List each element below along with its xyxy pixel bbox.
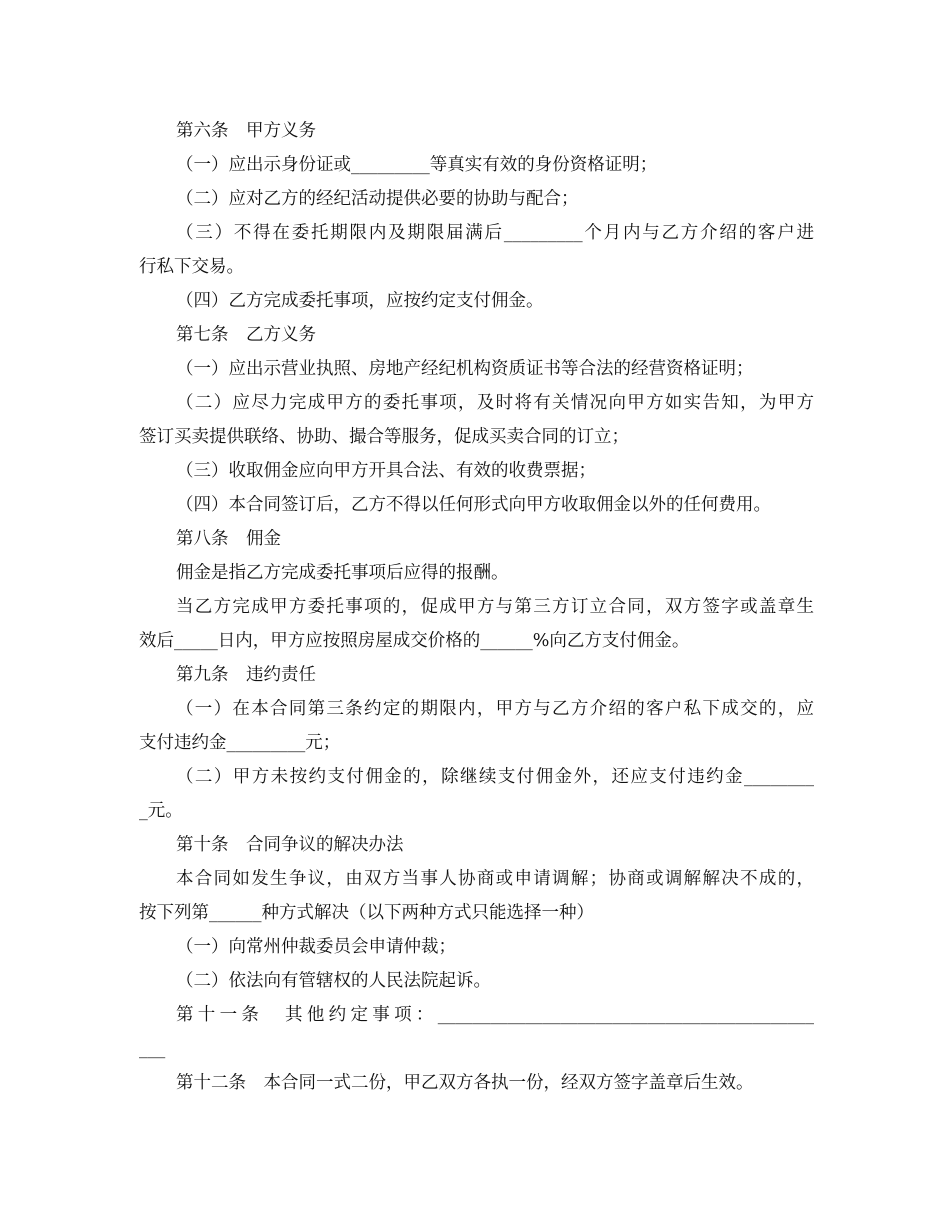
article-9-clause-1: （一）在本合同第三条约定的期限内，甲方与乙方介绍的客户私下成交的，应 (176, 699, 814, 719)
article-10-text-cont: 按下列第______种方式解决（以下两种方式只能选择一种） (139, 903, 594, 923)
article-10-heading: 第十条 合同争议的解决办法 (176, 835, 404, 855)
article-8-payment: 当乙方完成甲方委托事项的，促成甲方与第三方订立合同，双方签字或盖章生 (176, 597, 814, 617)
article-8-payment-cont: 效后_____日内，甲方应按照房屋成交价格的______%向乙方支付佣金。 (139, 631, 690, 651)
article-9-clause-1-cont: 支付违约金_________元； (139, 733, 341, 753)
article-10-option-2: （二）依法向有管辖权的人民法院起诉。 (176, 971, 491, 991)
contract-body (139, 114, 814, 1100)
article-12: 第十二条 本合同一式二份，甲乙双方各执一份，经双方签字盖章后生效。 (176, 1073, 754, 1093)
article-7-clause-1: （一）应出示营业执照、房地产经纪机构资质证书等合法的经营资格证明； (176, 359, 754, 379)
article-7-clause-2-cont: 签订买卖提供联络、协助、撮合等服务，促成买卖合同的订立； (139, 427, 629, 447)
article-7-heading: 第七条 乙方义务 (176, 325, 316, 345)
article-6-clause-2: （二）应对乙方的经纪活动提供必要的协助与配合； (176, 189, 579, 209)
article-9-clause-2-cont: _元。 (139, 801, 183, 821)
article-6-clause-3: （三）不得在委托期限内及期限届满后_________个月内与乙方介绍的客户进 (176, 223, 814, 243)
article-11: 第十一条 其他约定事项：___________________________________________ (176, 1005, 814, 1025)
article-7-clause-2: （二）应尽力完成甲方的委托事项，及时将有关情况向甲方如实告知，为甲方 (176, 393, 814, 413)
article-11-cont: ___ (139, 1039, 166, 1059)
article-10-option-1: （一）向常州仲裁委员会申请仲裁； (176, 937, 456, 957)
article-9-clause-2: （二）甲方未按约支付佣金的，除继续支付佣金外，还应支付违约金________ (176, 767, 814, 787)
article-10-text: 本合同如发生争议，由双方当事人协商或申请调解；协商或调解解决不成的， (176, 869, 814, 889)
article-6-clause-4: （四）乙方完成委托事项，应按约定支付佣金。 (176, 291, 544, 311)
article-7-clause-4: （四）本合同签订后，乙方不得以任何形式向甲方收取佣金以外的任何费用。 (176, 495, 771, 515)
article-8-definition: 佣金是指乙方完成委托事项后应得的报酬。 (176, 563, 509, 583)
article-6-clause-3-cont: 行私下交易。 (139, 257, 244, 277)
article-6-heading: 第六条 甲方义务 (176, 121, 316, 141)
article-7-clause-3: （三）收取佣金应向甲方开具合法、有效的收费票据； (176, 461, 596, 481)
article-8-heading: 第八条 佣金 (176, 529, 281, 549)
article-9-heading: 第九条 违约责任 (176, 665, 316, 685)
article-6-clause-1: （一）应出示身份证或_________等真实有效的身份资格证明； (176, 155, 658, 175)
